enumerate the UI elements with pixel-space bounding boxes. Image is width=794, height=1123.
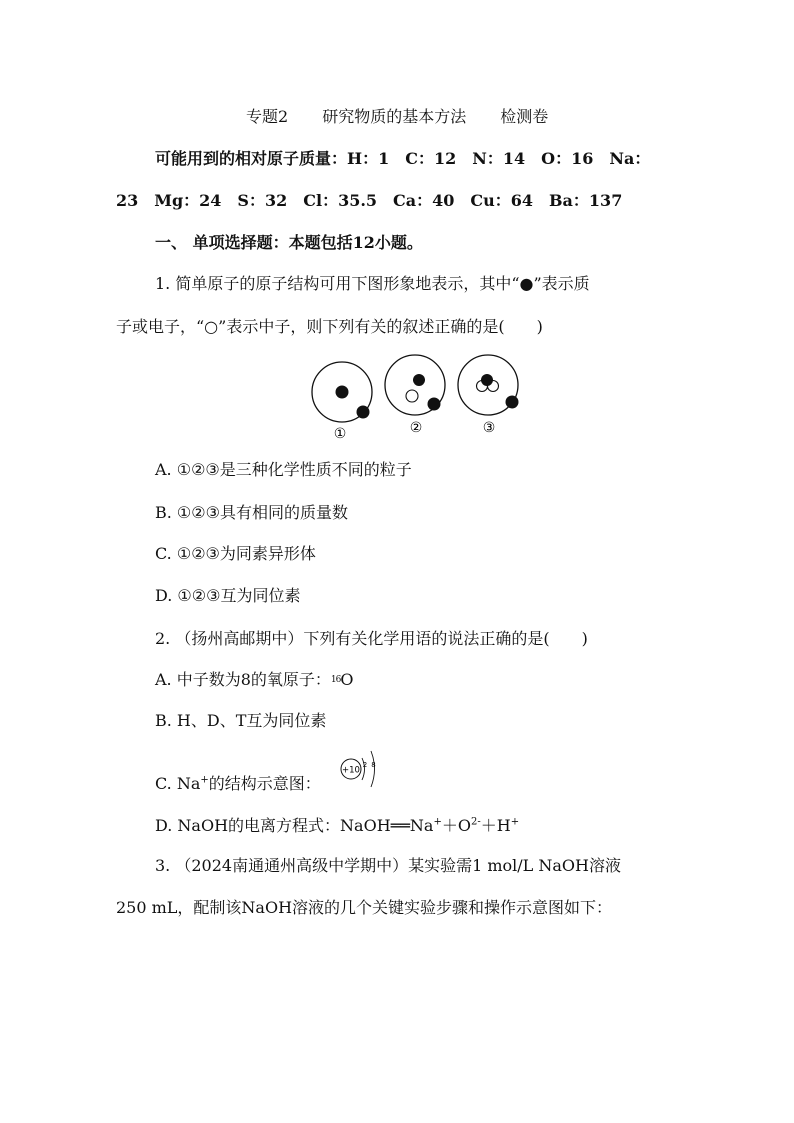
atom-3-proton	[481, 374, 493, 386]
q2-option-c-charge: +	[200, 774, 209, 786]
q1-option-c: C. ①②③为同素异形体	[155, 544, 316, 563]
q2-option-c-text: C. Na	[155, 774, 201, 793]
q1-stem-line-2: 子或电子，“○”表示中子，则下列有关的叙述正确的是( )	[116, 317, 543, 336]
atom-1-proton	[336, 386, 349, 399]
q2-option-d-o-charge: 2-	[470, 816, 481, 828]
atom-1-electron	[357, 406, 370, 419]
q2-option-d-prefix: D. NaOH的电离方程式：NaOH══Na	[155, 816, 434, 835]
q2-option-c-suffix: 的结构示意图：	[208, 774, 321, 793]
atom-1-diagram	[312, 362, 372, 442]
section-number: 一、	[155, 233, 188, 252]
q2-option-d-na-charge: +	[433, 816, 442, 828]
q2-option-d-h-charge: +	[510, 816, 520, 828]
atom-3-diagram	[458, 355, 519, 436]
title-topic: 专题2	[246, 107, 289, 126]
page-title	[246, 106, 548, 128]
q2-option-a-text: A. 中子数为8的氧原子：	[155, 670, 331, 689]
q1-option-a: A. ①②③是三种化学性质不同的粒子	[155, 460, 412, 479]
relative-mass-line-1: 可能用到的相对原子质量：H：1 C：12 N：14 O：16 Na：	[155, 149, 651, 168]
q2-option-d-mid: ＋O	[441, 816, 471, 835]
section-heading	[155, 232, 423, 254]
na-shell-1-count: 2	[362, 761, 368, 769]
atom-2-label: ②	[409, 420, 423, 436]
q1-option-b: B. ①②③具有相同的质量数	[155, 503, 348, 522]
q1-stem-line-1: 1. 简单原子的原子结构可用下图形象地表示，其中“●”表示质	[155, 274, 590, 293]
q2-option-d	[155, 815, 519, 837]
atom-3-label: ③	[482, 420, 496, 436]
q2-option-c	[155, 773, 321, 795]
relative-mass-line-2: 23 Mg：24 S：32 Cl：35.5 Ca：40 Cu：64 Ba：137	[116, 191, 623, 210]
q2-option-b: B. H、D、T互为同位素	[155, 711, 327, 730]
q3-stem-line-2: 250 mL，配制该NaOH溶液的几个关键实验步骤和操作示意图如下：	[116, 898, 613, 917]
na-nucleus-charge: +10	[342, 765, 360, 776]
atom-2-diagram	[385, 355, 445, 436]
sodium-ion-structure-diagram	[338, 748, 378, 792]
q2-option-d-mid2: ＋H	[480, 816, 511, 835]
atom-3-electron	[506, 396, 519, 409]
q2-option-a-symbol: O	[340, 670, 354, 689]
atom-2-electron	[428, 398, 441, 411]
section-title: 单项选择题：本题包括12小题。	[192, 233, 423, 252]
q3-stem-line-1: 3. （2024南通通州高级中学期中）某实验需1 mol/L NaOH溶液	[155, 856, 621, 875]
q2-option-a	[155, 669, 354, 691]
atom-structure-figure	[306, 352, 532, 444]
title-type: 检测卷	[500, 107, 549, 126]
atom-2-neutron	[406, 390, 418, 402]
q2-option-a-isotope: 16	[330, 675, 341, 685]
atom-1-label: ①	[333, 426, 347, 442]
q2-stem: 2. （扬州高邮期中）下列有关化学用语的说法正确的是( )	[155, 629, 588, 648]
q1-option-d: D. ①②③互为同位素	[155, 586, 301, 605]
atom-2-proton	[413, 374, 425, 386]
na-shell-2-count: 8	[371, 761, 376, 769]
title-name: 研究物质的基本方法	[322, 107, 467, 126]
